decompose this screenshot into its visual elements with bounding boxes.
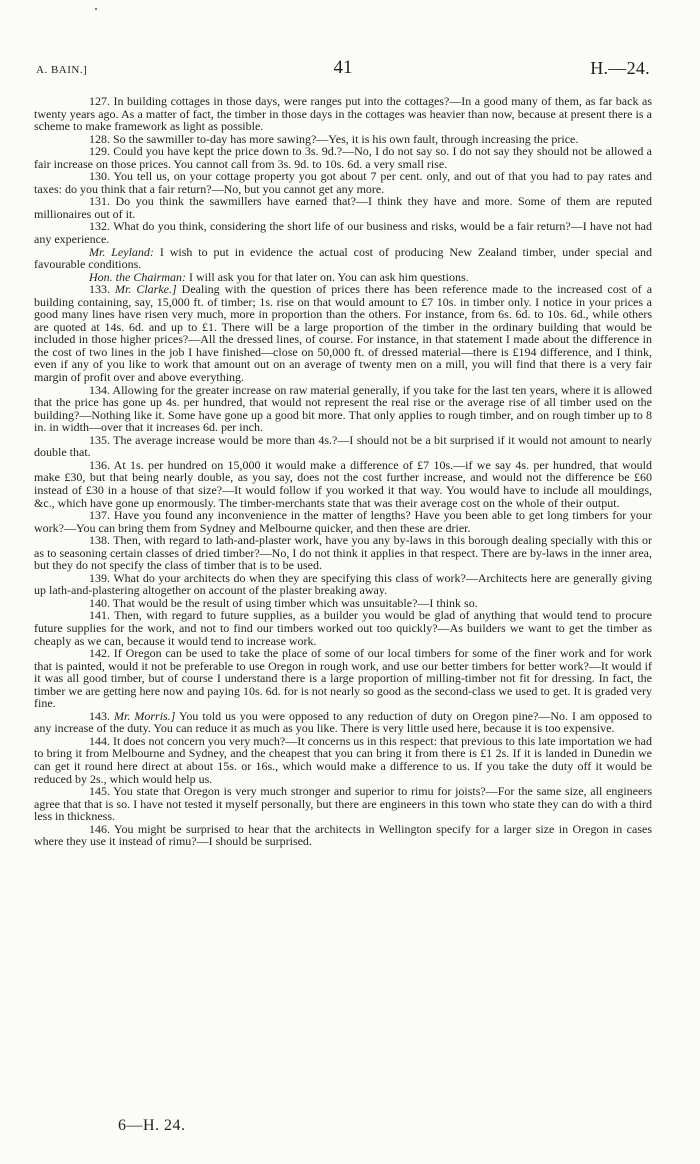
question-paragraph [34, 459, 652, 509]
page-header [36, 57, 650, 81]
paragraph-text: If Oregon can be used to take the place of some of our local timbers for some of the finer work and for work that is painted, would it not be preferable to use Oregon in rough work, and use our better timbers for better work?—It would if it was all good timber, but of course I understand there is a large proportion of milling-timber not fit for dressing. In fact, the timber we are getting here now and paying 10s. 6d. for is not nearly so good as the second-class we used to get. It is graded very fine. [34, 646, 653, 711]
speaker-name: Hon. the Chairman: [89, 269, 186, 284]
question-paragraph [34, 434, 652, 459]
paragraph-text: The average increase would be more than 4s.?—I should not be a bit surprised if it would not amount to nearly double that. [34, 432, 652, 460]
question-number: 142. [89, 646, 110, 661]
speaker-name: Mr. Leyland: [89, 244, 154, 259]
question-paragraph [34, 509, 652, 534]
paragraph-text: What do you think, considering the short life of our business and risks, would be a fair return?—I have not had any experience. [34, 219, 652, 247]
question-number: 141. [89, 608, 110, 623]
question-number: 143. [89, 708, 110, 723]
question-number: 133. [89, 282, 110, 297]
paragraph-text: Have you found any inconvenience in the matter of lengths? Have you been able to get long timbers for your work?—You can bring them from Sydney and Melbourne quicker, and then these are drier. [34, 508, 652, 535]
question-paragraph [34, 283, 652, 383]
paragraph-text: At 1s. per hundred on 15,000 it would make a difference of £7 10s.—if we say 4s. per hundred, that would make £30, but that being nearly double, as you say, does not the cost further increase, and would not the difference be £60 instead of £30 in a house of that size?—It would follow if you worked it that way. You would have to include all mouldings, &c., which have gone up enormously. The timber-merchants state that was their average cost on the whole of their output. [34, 457, 652, 510]
paragraph-text: You might be surprised to hear that the architects in Wellington specify for a larger size in Oregon in cases where they use it instead of rimu?—I should be surprised. [34, 821, 652, 849]
question-number: 146. [89, 821, 110, 836]
paragraph-text: What do your architects do when they are specifying this class of work?—Architects here are generally giving up lath-and-plastering altogether on account of the plaster breaking away. [34, 570, 652, 598]
speaker-name: Mr. Clarke.] [115, 282, 177, 297]
paragraph-text: So the sawmiller to-day has more sawing?—Yes, it is his own fault, through increasing the price. [113, 131, 579, 146]
question-number: 139. [89, 570, 110, 585]
question-number: 144. [89, 733, 110, 748]
question-paragraph [34, 785, 652, 823]
question-number: 131. [89, 194, 110, 209]
question-number: 134. [89, 382, 110, 397]
printer-signature: 6—H. 24. [118, 1117, 186, 1134]
question-paragraph [34, 735, 652, 785]
question-number: 137. [89, 508, 110, 523]
paragraph-text: Could you have kept the price down to 3s. 9d.?—No, I do not say so. I do not say they should not be allowed a fair increase on those prices. You cannot call from 3s. 9d. to 10s. 6d. a very small rise. [34, 144, 653, 171]
print-speck [95, 8, 97, 10]
evidence-text [34, 95, 652, 848]
question-paragraph [34, 95, 652, 133]
paragraph-text: That would be the result of using timber which was unsuitable?—I think so. [112, 595, 478, 610]
question-number: 128. [89, 131, 110, 146]
question-number: 140. [89, 595, 110, 610]
paragraph-text: I will ask you for that later on. You can ask him questions. [189, 269, 469, 284]
question-paragraph [34, 823, 652, 848]
question-number: 132. [89, 219, 110, 234]
paragraph-text: You told us you were opposed to any reduction of duty on Oregon pine?—No. I am opposed to any increase of the duty. You can reduce it as much as you like. There is very little used here, because it is too expensive. [34, 708, 653, 736]
witness-name: A. BAIN.] [36, 64, 88, 76]
paragraph-text: It does not concern you very much?—It concerns us in this respect: that previous to this late importation we had to bring it from Melbourne and Sydney, and the cheapest that you can bring it from there is £1 2s. If it is landed in Dunedin we can get it round here direct at about 15s. or 16s., which would make a difference to us. If you take the duty off it would be reduced by 2s., which would help us. [34, 733, 652, 786]
paper-reference: H.—24. [590, 58, 650, 78]
paragraph-text: Allowing for the greater increase on raw material generally, if you take for the last ten years, where it is allowed that the price has gone up 4s. per hundred, that would not represent the real rise or the average rise of all timber used on the building?—Nothing like it. Some have gone up a good bit more. That only applies to rough timber, and on rough timber up to 8 in. in width—over that it increases 6d. per inch. [34, 382, 652, 435]
question-paragraph [34, 609, 652, 647]
question-number: 136. [89, 457, 110, 472]
paragraph-text: You tell us, on your cottage property you got about 7 per cent. only, and out of that you had to pay rates and taxes: do you think that a fair return?—No, but you cannot get any more. [34, 169, 652, 196]
paragraph-text: You state that Oregon is very much stronger and superior to rimu for joists?—For the same size, all engineers agree that that is so. I have not tested it myself personally, but there are engineers in this town who state they can do with a third less in thickness. [34, 784, 652, 824]
question-paragraph [34, 195, 652, 220]
paragraph-text: Do you think the sawmillers have earned that?—I think they have and more. Some of them are reputed millionaires out of it. [34, 194, 652, 221]
question-number: 127. [89, 94, 110, 108]
question-paragraph [34, 246, 652, 271]
question-number: 145. [89, 784, 110, 799]
paragraph-text: Then, with regard to future supplies, as a builder you would be glad of anything that would tend to procure future supplies for the work, and not to find our timbers worked out too quickly?—As builders we want to get the timber as cheaply as we can, because it would tend to increase work. [34, 608, 652, 648]
question-number: 138. [89, 533, 110, 548]
question-number: 130. [89, 169, 110, 184]
question-paragraph [34, 145, 652, 170]
page-number: 41 [333, 57, 353, 78]
paragraph-text: Then, with regard to lath-and-plaster work, have you any by-laws in this borough dealing specially with this or as to seasoning certain classes of dried timber?—No, I do not think it applies in that respect. There are by-laws in the inner area, but they do not specify the class of timber that is to be used. [34, 533, 652, 573]
question-paragraph [34, 384, 652, 434]
question-paragraph [34, 170, 652, 195]
speaker-name: Mr. Morris.] [114, 708, 176, 723]
question-paragraph [34, 220, 652, 245]
paragraph-text: Dealing with the question of prices there has been reference made to the increased cost of a building containing, say, 15,000 ft. of timber; 1s. rise on that would amount to £7 10s. in timber only. I notice in your prices a good many lines have risen very much, more in proportion than the others. For instance, from 6s. 6d. to 10s. 6d., while others are quoted at 14s. 6d. and up to £1. There will be a large proportion of the timber in the ordinary building that would be included in those higher prices?—All the dressed lines, of course. For instance, in that statement I made about the difference in the cost of two lines in the job I have finished—close on 50,000 ft. of dressed material—there is £194 difference, and I think, even if any of you like to work that amount out on an average of twenty men on a mill, you will find that there is a very fair margin of profit over and above everything. [34, 282, 653, 385]
question-number: 135. [89, 432, 110, 447]
question-number: 129. [89, 144, 110, 159]
question-paragraph [34, 710, 652, 735]
paragraph-text: In building cottages in those days, were ranges put into the cottages?—In a good many of them, as far back as twenty years ago. As a matter of fact, the timber in those days in the cottages was heavier than now, because at present there is a scheme to make framework as light as possible. [34, 94, 652, 134]
question-paragraph [34, 572, 652, 597]
question-paragraph [34, 647, 652, 710]
paragraph-text: I wish to put in evidence the actual cost of producing New Zealand timber, under special and favourable conditions. [34, 244, 652, 272]
question-paragraph [34, 534, 652, 572]
